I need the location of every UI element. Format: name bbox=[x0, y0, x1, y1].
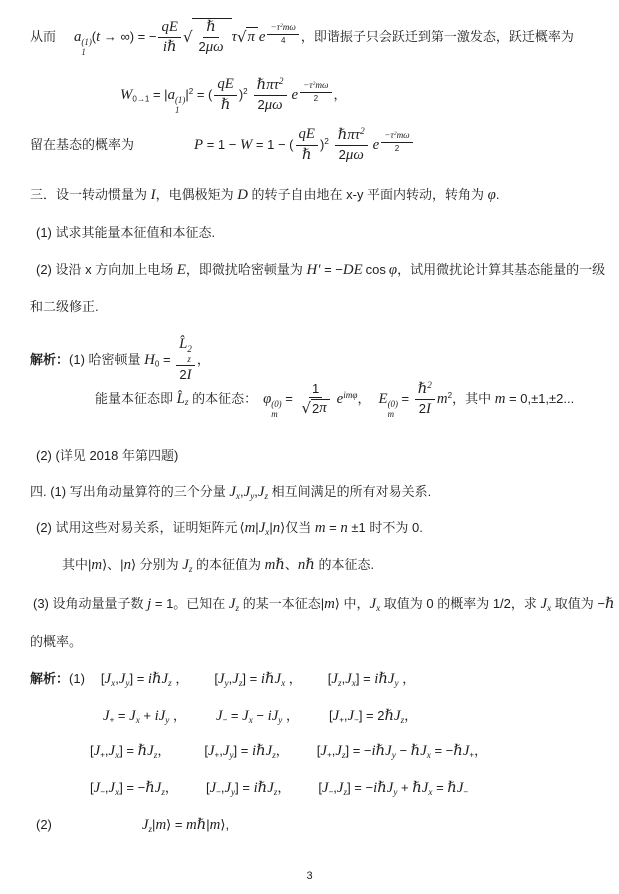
solution-4-part2-eigenvalue: (2) Jz|m⟩ = mℏ|m⟩, bbox=[36, 817, 230, 834]
problem-4-part1: 四. (1) 写出角动量算符的三个分量 Jx,Jy,Jz 相互间满足的所有对易关系. bbox=[30, 484, 432, 501]
problem-3-statement: 三．设一转动惯量为 I，电偶极矩为 D 的转子自由地在 x-y 平面内转动，转角为 φ. bbox=[30, 187, 500, 203]
formula-transition-probability: W0→1 = |a (1) 1 $|^2$ = ( $\frac{qE}{\text{ℏ}}$ )$^2$ $\frac{\hbar\pi\tau^2}{2\mu\omega}$ e $^{\frac{-\tau^2m\omega}{2}}$ ， bbox=[120, 76, 347, 115]
problem-3-part2: (2) 设沿 x 方向加上电场 E，即微扰哈密顿量为 H′ = −DE cos φ，试用微扰论计算其基态能量的一级 bbox=[36, 262, 606, 278]
solution-4-ladder-operators: J+ = Jx + iJy ， J− = Jx − iJy ， [J+,J−] = 2ℏJz， bbox=[103, 708, 418, 725]
problem-4-part3: (3) 设角动量量子数 j = 1。已知在 Jz 的某一本征态|m⟩ 中，Jx 取值为 0 的概率为 1/2，求 Jx 取值为 −ℏ bbox=[33, 596, 615, 613]
solution-4-commutators-row1: 解析：(1) [Jx,Jy] = iℏJz ， [Jy,Jz] = iℏJx ， [Jz,Jx] = iℏJy ， bbox=[30, 671, 416, 688]
problem-3-part1: (1) 试求其能量本征值和本征态. bbox=[36, 225, 216, 240]
problem-4-part3-continued: 的概率。 bbox=[30, 634, 83, 649]
problem-4-part2: (2) 试用这些对易关系，证明矩阵元 ⟨m|Jx|n⟩仅当 m = n ±1 时不为 0. bbox=[36, 520, 423, 537]
page-number: 3 bbox=[306, 870, 313, 882]
solution-4-commutators-row4: [J−,Jx] = −ℏJz， [J−,Jy] = iℏJz， [J−,Jz] = −iℏJy + ℏJx = ℏJ− bbox=[90, 780, 469, 797]
formula-ground-state-probability: 留在基态的概率为 P = 1 − W = 1 − ( $\frac{qE}{\text{ℏ}}$ )$^2$ $\frac{\hbar\pi\tau^2}{2\mu\omega}$ e $^{\frac{-\tau^2m\omega}{2}}$ bbox=[30, 126, 415, 165]
solution-3-eigenstates: 能量本征态即 L̂z 的本征态： φ (0) m = 1 √ 2 π $e^{im\varphi}$， E (0) m = $\frac{\hbar^2}{2I}$ $m^2$，其中 m = 0,±1,±2... bbox=[95, 380, 575, 419]
solution-4-commutators-row3: [J+,Jx] = ℏJz， [J+,Jy] = iℏJz， [J+,Jz] = −iℏJy − ℏJx = −ℏJ+， bbox=[90, 743, 488, 760]
solution-3-hamiltonian: 解析：(1) 哈密顿量 H0 = L̂ 2 z 2I ， bbox=[30, 336, 210, 384]
problem-3-part2-continued: 和二级修正. bbox=[30, 299, 99, 314]
solution-3-part2-reference: (2) (详见 2018 年第四题) bbox=[36, 448, 179, 463]
para-transition-amplitude: 从而 a (1) 1 (t → ∞) = − $\frac{qE}{\text{iℏ}}$ √ $\frac{\text{ℏ}}{2\mu\omega}$ τ √ π e $^{\frac{-\tau^2m\omega}{4}}$ ，即谐振子只会跃迁到第一激发态，跃迁概率为 bbox=[30, 18, 574, 57]
problem-4-part2-note: 其中|m⟩、|n⟩ 分别为 Jz 的本征值为 mℏ、nℏ 的本征态. bbox=[62, 557, 375, 574]
